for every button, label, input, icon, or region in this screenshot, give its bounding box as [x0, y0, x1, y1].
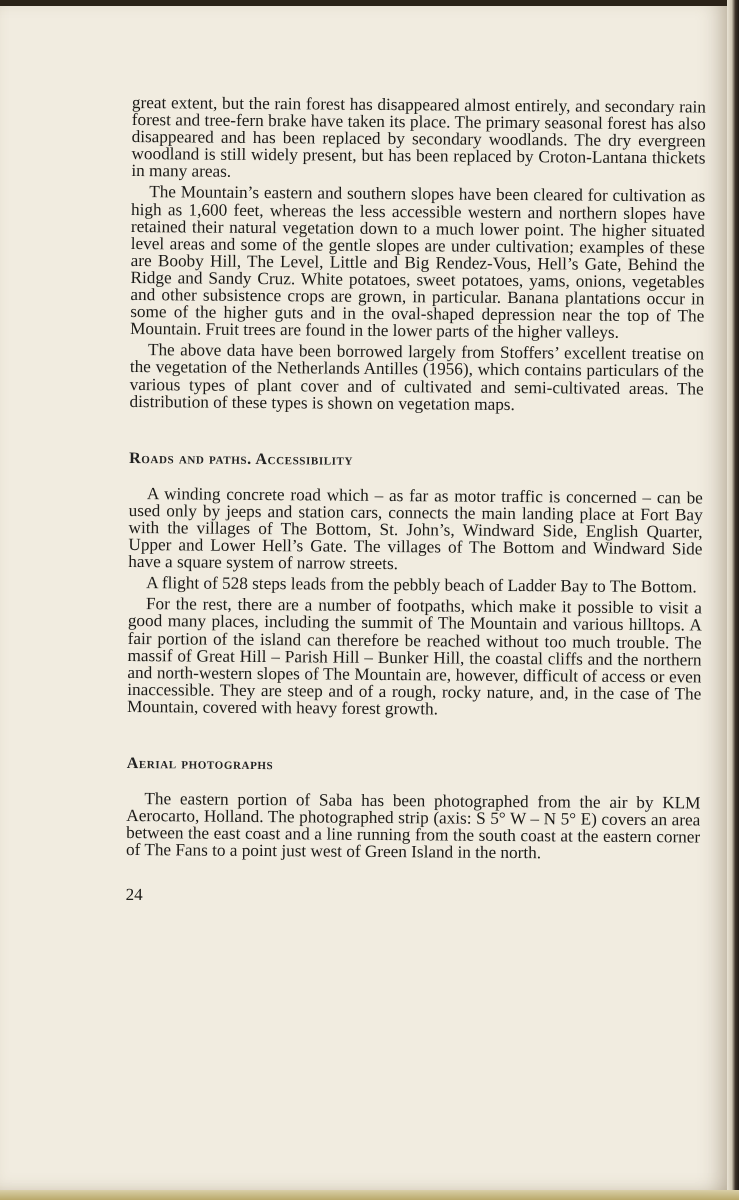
paragraph: A flight of 528 steps leads from the pebbly beach of Ladder Bay to The Bottom.: [146, 573, 697, 597]
section-roads-and-paths: [127, 450, 703, 720]
page-number: 24: [125, 885, 143, 905]
paragraph: A winding concrete road which – as far as motor traffic is concerned – can be used only by jeeps and station cars, connects the main landing place at Fort Bay with the villages of The Bottom, St. John’s, Windward Side, English Quarter, Upper and Lower Hell’s Gate. The villages of The Bottom and Windward Side have a square system of narrow streets.: [128, 483, 703, 574]
paragraph: The Mountain’s eastern and southern slopes have been cleared for cultivation as high as 1,600 feet, whereas the less accessible western and northern slopes have retained their natural vegetation down to a much lower point. The higher situated level areas and some of the gentle slopes are under cultivation; examples of these are Booby Hill, The Level, Little and Big Rendez-Vous, Hell’s Gate, Behind the Ridge and Sandy Cruz. White potatoes, sweet potatoes, yams, onions, vegetables and other subsistence crops are grown, in particular. Banana plantations occur in some of the higher guts and in the oval-shaped depression near the top of The Mountain. Fruit trees are found in the lower parts of the higher valleys.: [130, 182, 706, 343]
paragraph: great extent, but the rain forest has disappeared almost entirely, and secondary rain forest and tree-fern brake have taken its place. The primary seasonal forest has also disappeared and has been replaced by secondary woodlands. The dry evergreen woodland is still widely present, but has been replaced by Croton-Lantana thickets in many areas.: [131, 93, 706, 182]
paragraph: The above data have been borrowed largely from Stoffers’ excellent treatise on the vegetation of the Netherlands Antilles (1956), which contains particulars of the various types of plant cover and of cultivated and semi-cultivated areas. The distribution of these types is shown on vegetation maps.: [129, 340, 705, 414]
book-page: [0, 6, 727, 1192]
page-edge-shadow: [727, 0, 739, 1200]
page-bottom-edge: [0, 1190, 739, 1200]
paragraph: For the rest, there are a number of footpaths, which make it possible to visit a good many places, including the summit of The Mountain and various hilltops. A fair portion of the island can therefore be reached without too much trouble. The massif of Great Hill – Parish Hill – Bunker Hill, the coastal cliffs and the northern and north-western slopes of The Mountain are, however, difficult of access or even inaccessible. They are steep and of a rough, rocky nature, and, in the case of The Mountain, covered with heavy forest growth.: [127, 594, 703, 719]
section-aerial-photographs: [126, 755, 701, 863]
section-heading: Roads and paths. Accessibility: [129, 449, 354, 469]
section-vegetation-continued: [130, 94, 706, 414]
page-content: [126, 94, 706, 908]
paragraph: The eastern portion of Saba has been photographed from the air by KLM Aerocarto, Holland. The photographed strip (axis: S 5° W – N 5° E) covers an area between the east coast and a line running from the south coast at the eastern corner of The Fans to a point just west of Green Island in the north.: [125, 789, 701, 863]
section-heading: Aerial photographs: [126, 754, 274, 774]
